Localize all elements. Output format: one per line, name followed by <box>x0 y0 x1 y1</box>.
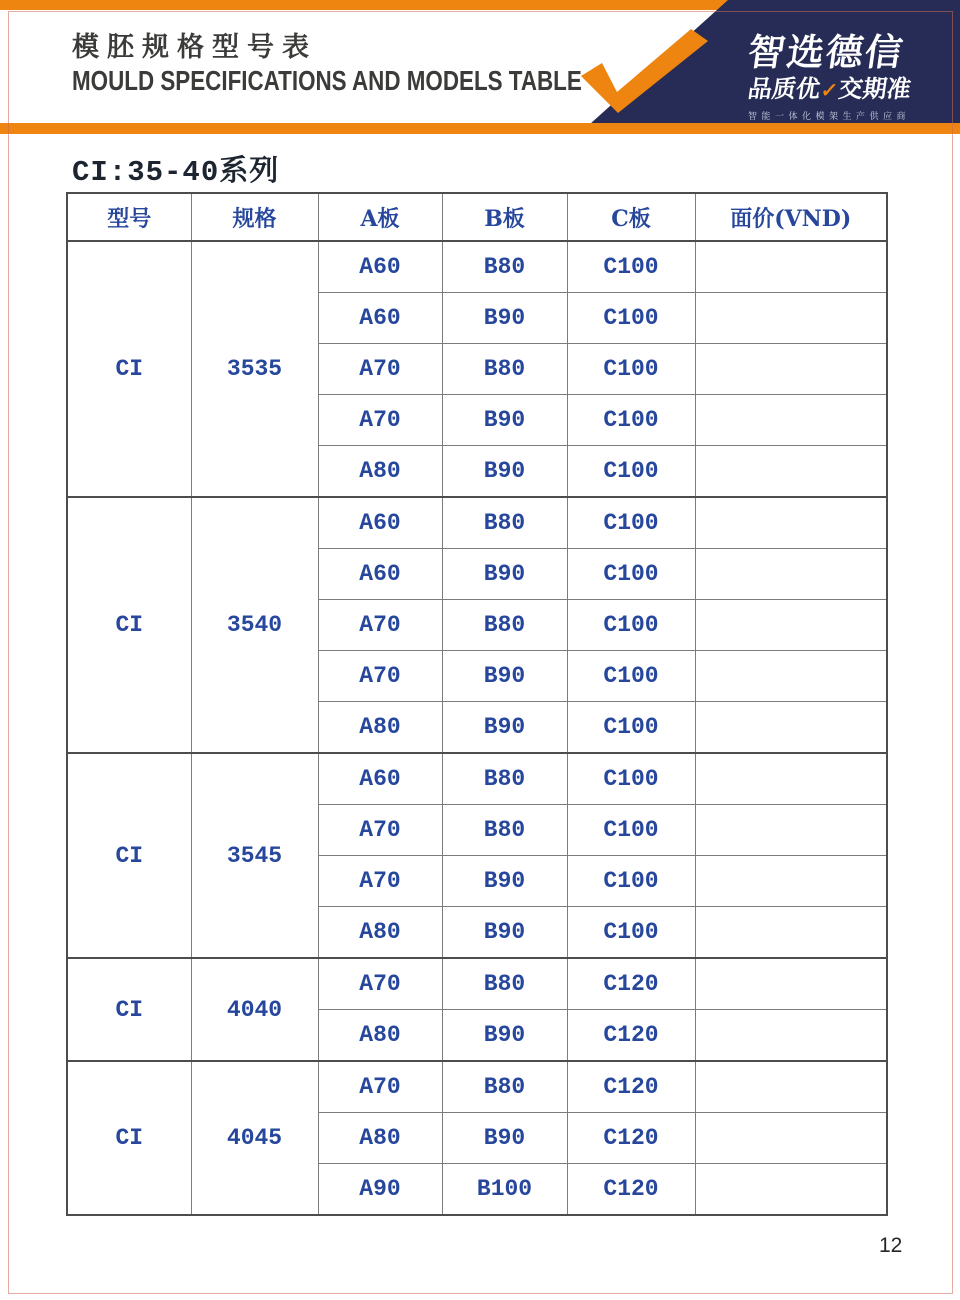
plate-c-cell: C120 <box>567 958 695 1010</box>
col-header-c: C板 <box>567 193 695 241</box>
plate-b-cell: B90 <box>442 1010 567 1062</box>
plate-a-cell: A70 <box>318 856 442 907</box>
plate-a-cell: A70 <box>318 805 442 856</box>
plate-b-cell: B80 <box>442 805 567 856</box>
price-cell <box>695 958 887 1010</box>
table-row <box>67 1061 887 1113</box>
plate-a-cell: A80 <box>318 446 442 498</box>
slogan-right: 交期准 <box>836 75 913 103</box>
price-cell <box>695 907 887 959</box>
plate-c-cell: C120 <box>567 1061 695 1113</box>
plate-a-cell: A70 <box>318 1061 442 1113</box>
price-cell <box>695 702 887 754</box>
plate-c-cell: C100 <box>567 344 695 395</box>
price-cell <box>695 293 887 344</box>
price-cell <box>695 241 887 293</box>
plate-c-cell: C100 <box>567 907 695 959</box>
divider-orange-bar <box>0 123 960 134</box>
plate-c-cell: C100 <box>567 702 695 754</box>
table-header-row <box>67 193 887 241</box>
plate-c-cell: C100 <box>567 549 695 600</box>
plate-c-cell: C120 <box>567 1113 695 1164</box>
plate-a-cell: A70 <box>318 958 442 1010</box>
plate-c-cell: C120 <box>567 1164 695 1216</box>
col-header-spec: 规格 <box>191 193 318 241</box>
col-header-price: 面价(VND) <box>695 193 887 241</box>
price-cell <box>695 1113 887 1164</box>
page-title-en: MOULD SPECIFICATIONS AND MODELS TABLE <box>72 64 582 96</box>
plate-a-cell: A90 <box>318 1164 442 1216</box>
table-row <box>67 958 887 1010</box>
model-cell: CI <box>67 497 191 753</box>
plate-a-cell: A70 <box>318 395 442 446</box>
plate-b-cell: B90 <box>442 549 567 600</box>
spec-cell: 3535 <box>191 241 318 497</box>
spec-cell: 3545 <box>191 753 318 958</box>
section-title: CI:35-40系列 <box>72 156 280 189</box>
model-cell: CI <box>67 1061 191 1215</box>
plate-b-cell: B90 <box>442 907 567 959</box>
plate-c-cell: C100 <box>567 446 695 498</box>
plate-b-cell: B80 <box>442 958 567 1010</box>
plate-b-cell: B90 <box>442 702 567 754</box>
model-cell: CI <box>67 753 191 958</box>
plate-c-cell: C100 <box>567 600 695 651</box>
plate-a-cell: A60 <box>318 241 442 293</box>
plate-a-cell: A70 <box>318 651 442 702</box>
price-cell <box>695 395 887 446</box>
plate-b-cell: B80 <box>442 1061 567 1113</box>
plate-a-cell: A60 <box>318 753 442 805</box>
plate-a-cell: A80 <box>318 907 442 959</box>
page-title-zh: 模胚规格型号表 <box>72 32 317 62</box>
plate-c-cell: C100 <box>567 241 695 293</box>
header-titles <box>72 33 709 98</box>
price-cell <box>695 651 887 702</box>
price-cell <box>695 1061 887 1113</box>
price-cell <box>695 549 887 600</box>
price-cell <box>695 1010 887 1062</box>
plate-a-cell: A70 <box>318 344 442 395</box>
plate-c-cell: C100 <box>567 395 695 446</box>
table-row <box>67 497 887 549</box>
price-cell <box>695 497 887 549</box>
plate-a-cell: A80 <box>318 702 442 754</box>
plate-a-cell: A80 <box>318 1113 442 1164</box>
plate-b-cell: B90 <box>442 856 567 907</box>
plate-c-cell: C120 <box>567 1010 695 1062</box>
price-cell <box>695 344 887 395</box>
plate-b-cell: B90 <box>442 1113 567 1164</box>
model-cell: CI <box>67 241 191 497</box>
plate-c-cell: C100 <box>567 293 695 344</box>
check-icon: ✓ <box>819 79 840 102</box>
plate-b-cell: B80 <box>442 344 567 395</box>
plate-c-cell: C100 <box>567 753 695 805</box>
brand-name: 智选德信 <box>745 32 908 73</box>
price-cell <box>695 600 887 651</box>
page-number: 12 <box>879 1234 903 1257</box>
plate-b-cell: B80 <box>442 241 567 293</box>
spec-cell: 3540 <box>191 497 318 753</box>
model-cell: CI <box>67 958 191 1061</box>
top-orange-bar <box>0 0 740 10</box>
table-row <box>67 753 887 805</box>
price-cell <box>695 446 887 498</box>
price-cell <box>695 805 887 856</box>
plate-a-cell: A80 <box>318 1010 442 1062</box>
plate-b-cell: B80 <box>442 497 567 549</box>
plate-a-cell: A60 <box>318 293 442 344</box>
plate-b-cell: B100 <box>442 1164 567 1216</box>
col-header-b: B板 <box>442 193 567 241</box>
plate-b-cell: B90 <box>442 293 567 344</box>
plate-c-cell: C100 <box>567 856 695 907</box>
spec-cell: 4040 <box>191 958 318 1061</box>
plate-b-cell: B80 <box>442 600 567 651</box>
plate-a-cell: A70 <box>318 600 442 651</box>
brand-logo <box>745 32 948 122</box>
plate-a-cell: A60 <box>318 549 442 600</box>
plate-b-cell: B80 <box>442 753 567 805</box>
brand-slogan <box>746 77 950 103</box>
price-cell <box>695 753 887 805</box>
table-row <box>67 241 887 293</box>
plate-b-cell: B90 <box>442 446 567 498</box>
plate-a-cell: A60 <box>318 497 442 549</box>
spec-cell: 4045 <box>191 1061 318 1215</box>
slogan-left: 品质优 <box>746 75 822 103</box>
price-cell <box>695 856 887 907</box>
plate-c-cell: C100 <box>567 497 695 549</box>
plate-c-cell: C100 <box>567 651 695 702</box>
price-cell <box>695 1164 887 1216</box>
spec-table <box>66 192 888 1216</box>
plate-b-cell: B90 <box>442 395 567 446</box>
plate-b-cell: B90 <box>442 651 567 702</box>
brand-tagline: 智能一体化模架生产供应商 <box>748 111 911 122</box>
col-header-a: A板 <box>318 193 442 241</box>
plate-c-cell: C100 <box>567 805 695 856</box>
col-header-model: 型号 <box>67 193 191 241</box>
